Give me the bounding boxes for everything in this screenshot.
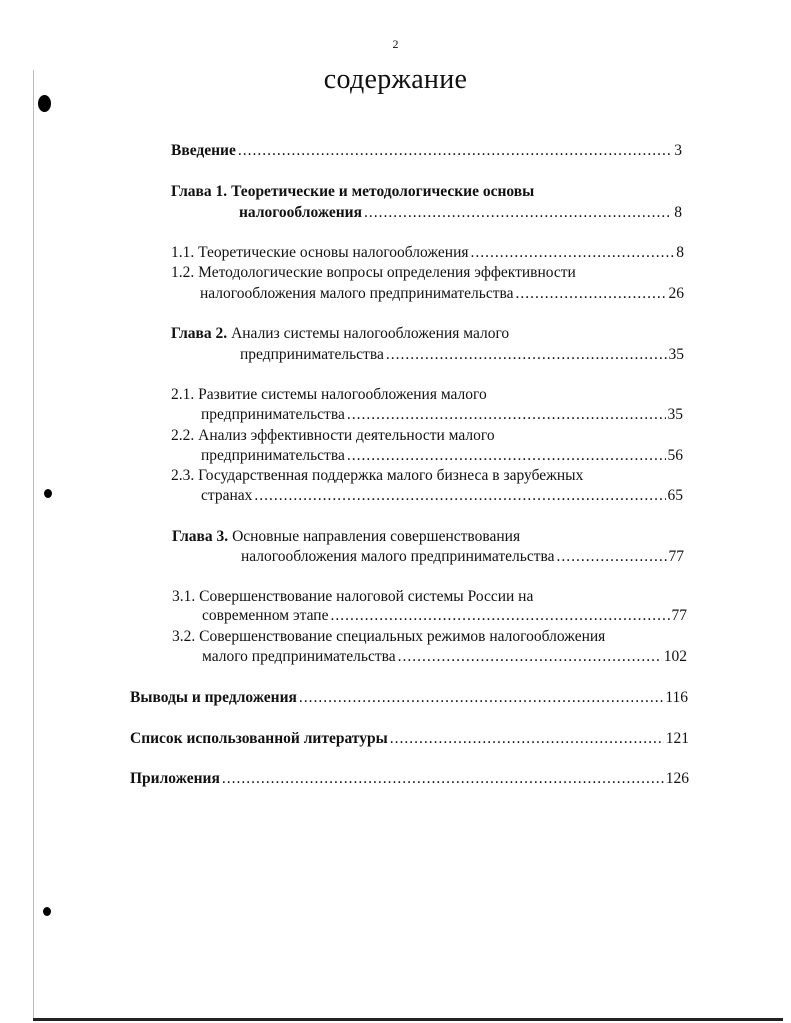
toc-leader-dots xyxy=(390,729,664,748)
toc-entry-label: Список использованной литературы xyxy=(130,730,388,747)
toc-page-number: 65 xyxy=(667,487,683,504)
toc-page-number: 116 xyxy=(665,689,688,706)
toc-page-number: 26 xyxy=(668,285,684,302)
scan-margin-line xyxy=(33,70,34,1020)
toc-entry-label: предпринимательства xyxy=(201,406,345,423)
chapter-prefix: Глава 3. xyxy=(172,528,229,545)
page-number: 2 xyxy=(392,37,399,51)
toc-page-number: 8 xyxy=(674,204,682,221)
toc-leader-dots xyxy=(398,647,662,666)
chapter-title-line-1: Теоретические и методологические основы xyxy=(231,183,535,200)
binder-hole-mark xyxy=(38,95,51,112)
toc-chapter-3-cont[interactable] xyxy=(241,547,684,566)
chapter-title-line-2: налогообложения xyxy=(239,204,363,221)
toc-page-number: 121 xyxy=(665,730,689,747)
toc-page-number: 102 xyxy=(663,648,687,665)
toc-chapter-1-heading[interactable] xyxy=(171,182,534,201)
binder-hole-mark xyxy=(44,489,52,498)
toc-section-2-3[interactable] xyxy=(201,486,683,505)
toc-entry-label: Приложения xyxy=(130,770,220,787)
toc-chapter-2-cont[interactable] xyxy=(240,345,684,364)
toc-chapter-3-heading[interactable] xyxy=(172,527,520,546)
toc-chapter-2-heading[interactable] xyxy=(171,324,509,343)
chapter-prefix: Глава 1. xyxy=(171,183,228,200)
toc-entry-label: налогообложения малого предпринимательства xyxy=(200,285,514,302)
toc-page-number: 3 xyxy=(674,142,682,159)
toc-leader-dots xyxy=(347,405,666,424)
scan-bottom-edge xyxy=(33,1018,783,1021)
toc-entry-label: малого предпринимательства xyxy=(202,648,396,665)
toc-entry-label: 1.1. Теоретические основы налогообложения xyxy=(171,244,469,261)
toc-entry-intro[interactable] xyxy=(171,141,682,160)
toc-page-number: 35 xyxy=(667,406,683,423)
toc-leader-dots xyxy=(364,203,672,222)
toc-entry-label: современном этапе xyxy=(202,607,329,624)
chapter-title-line-1: Основные направления совершенствования xyxy=(232,528,521,545)
toc-page-number: 126 xyxy=(665,770,689,787)
toc-page-number: 8 xyxy=(676,244,684,261)
toc-section-3-2-line-1[interactable]: 3.2. Совершенствование специальных режимов налогообложения xyxy=(172,628,606,645)
toc-section-1-1[interactable] xyxy=(171,243,684,262)
toc-leader-dots xyxy=(515,284,666,303)
toc-section-3-1-line-1[interactable]: 3.1. Совершенствование налоговой системы России на xyxy=(172,588,534,605)
toc-entry-references[interactable] xyxy=(130,729,689,748)
toc-leader-dots xyxy=(347,446,666,465)
toc-page-number: 35 xyxy=(668,346,684,363)
toc-section-1-2-line-1[interactable]: 1.2. Методологические вопросы определения эффективности xyxy=(171,264,576,281)
chapter-title-line-2: налогообложения малого предпринимательства xyxy=(241,548,555,565)
toc-section-2-2-line-1[interactable]: 2.2. Анализ эффективности деятельности малого xyxy=(171,427,495,444)
toc-section-2-1[interactable] xyxy=(201,405,683,424)
toc-entry-label: Выводы и предложения xyxy=(130,689,297,706)
toc-chapter-1-cont[interactable] xyxy=(239,203,682,222)
toc-leader-dots xyxy=(556,547,666,566)
toc-leader-dots xyxy=(222,769,664,788)
toc-section-1-2[interactable] xyxy=(200,284,684,303)
toc-section-3-1[interactable] xyxy=(202,606,687,625)
chapter-prefix: Глава 2. xyxy=(171,325,228,342)
toc-entry-label: предпринимательства xyxy=(201,447,345,464)
toc-leader-dots xyxy=(471,243,675,262)
binder-hole-mark xyxy=(43,907,51,916)
page-title: содержание xyxy=(323,64,468,95)
toc-leader-dots xyxy=(299,688,663,707)
toc-entry-label: странах xyxy=(201,487,253,504)
toc-leader-dots xyxy=(254,486,665,505)
toc-page-number: 56 xyxy=(667,447,683,464)
chapter-title-line-2: предпринимательства xyxy=(240,346,384,363)
toc-entry-label: Введение xyxy=(171,142,236,159)
toc-section-2-2[interactable] xyxy=(201,446,683,465)
chapter-title-line-1: Анализ системы налогообложения малого xyxy=(231,325,510,342)
toc-page-number: 77 xyxy=(671,607,687,624)
toc-section-2-3-line-1[interactable]: 2.3. Государственная поддержка малого бизнеса в зарубежных xyxy=(171,467,584,484)
toc-page-number: 77 xyxy=(668,548,684,565)
toc-entry-conclusions[interactable] xyxy=(130,688,688,707)
toc-section-3-2[interactable] xyxy=(202,647,687,666)
toc-leader-dots xyxy=(386,345,667,364)
toc-leader-dots xyxy=(238,141,672,160)
toc-section-2-1-line-1[interactable]: 2.1. Развитие системы налогообложения малого xyxy=(171,386,487,403)
toc-leader-dots xyxy=(330,606,669,625)
toc-entry-appendices[interactable] xyxy=(130,769,689,788)
